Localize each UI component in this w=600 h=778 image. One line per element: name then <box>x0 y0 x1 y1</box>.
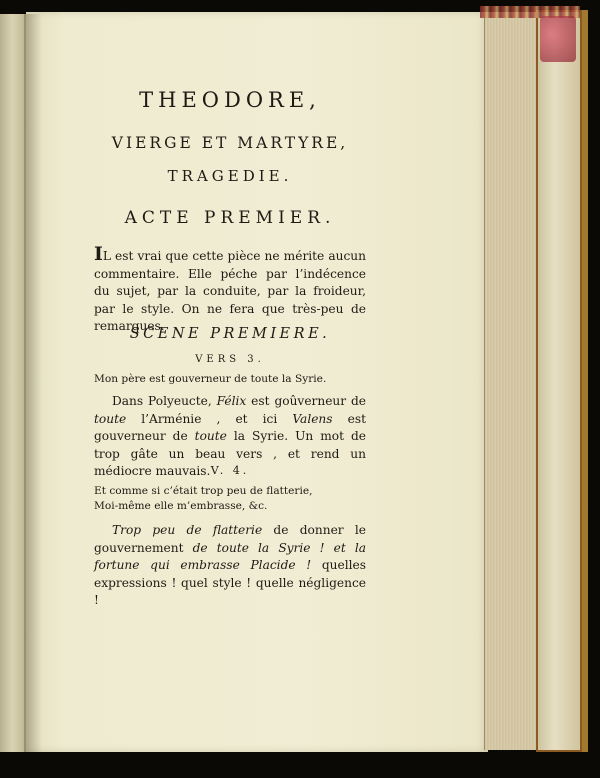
intro-paragraph <box>94 243 366 336</box>
left-page-edge <box>0 14 27 752</box>
verse-quote-1: Mon père est gouverneur de toute la Syrie. <box>94 373 327 385</box>
page-subtitle: VIERGE ET MARTYRE, <box>111 134 349 152</box>
genre-heading: TRAGEDIE. <box>167 167 293 185</box>
comment1-toute-1: toute <box>94 411 127 426</box>
page-title: THEODORE, <box>139 88 321 112</box>
commentary-paragraph-2 <box>94 522 366 610</box>
verse-reference-3: VERS 3. <box>195 354 265 365</box>
cover-corner-leather <box>540 16 576 62</box>
comment1-part5: la Syrie. Un mot de trop gâte un beau vers , et rend un médiocre mauvais. <box>94 429 366 478</box>
scene-heading: SCENE PREMIERE. <box>129 326 331 342</box>
comment1-part3: l’Arménie , et ici <box>126 411 293 426</box>
comment2-italic-2: de toute la Syrie ! et la fortune qui embrasse Placide ! <box>94 540 366 572</box>
intro-text: L est vrai que cette pièce ne mérite aucun commentaire. Elle péche par l’indécence du sujet, par la conduite, par la froideur, par le style. On ne fera que très-peu de remarques. <box>94 249 366 333</box>
comment2-part1: de donner le gouvernement <box>94 523 366 555</box>
verse-quote-2 <box>94 484 366 514</box>
comment1-part1: Dans Polyeucte, <box>112 394 217 408</box>
comment2-italic-1: Trop peu de flatterie <box>112 523 263 537</box>
comment1-valens: Valens <box>292 411 333 426</box>
comment1-felix: Félix <box>216 394 247 408</box>
page-fore-edge <box>484 12 541 750</box>
comment1-part2: est goûverneur de <box>246 394 366 408</box>
comment1-part4: est gouverneur de <box>94 411 366 443</box>
act-heading: ACTE PREMIER. <box>124 208 336 228</box>
verse-quote-2-line-2: Moi-même elle m’embrasse, &c. <box>94 500 268 512</box>
book-cover-board <box>536 10 588 752</box>
drop-cap: I <box>94 243 103 265</box>
comment2-part2: quelles expressions ! quel style ! quelle négligence ! <box>94 558 366 607</box>
page-gutter <box>24 14 42 752</box>
verse-quote-2-line-1: Et comme si c’était trop peu de flatterie, <box>94 485 313 497</box>
comment1-toute-2: toute <box>194 429 227 443</box>
verse-reference-4: V. 4. <box>210 464 250 477</box>
